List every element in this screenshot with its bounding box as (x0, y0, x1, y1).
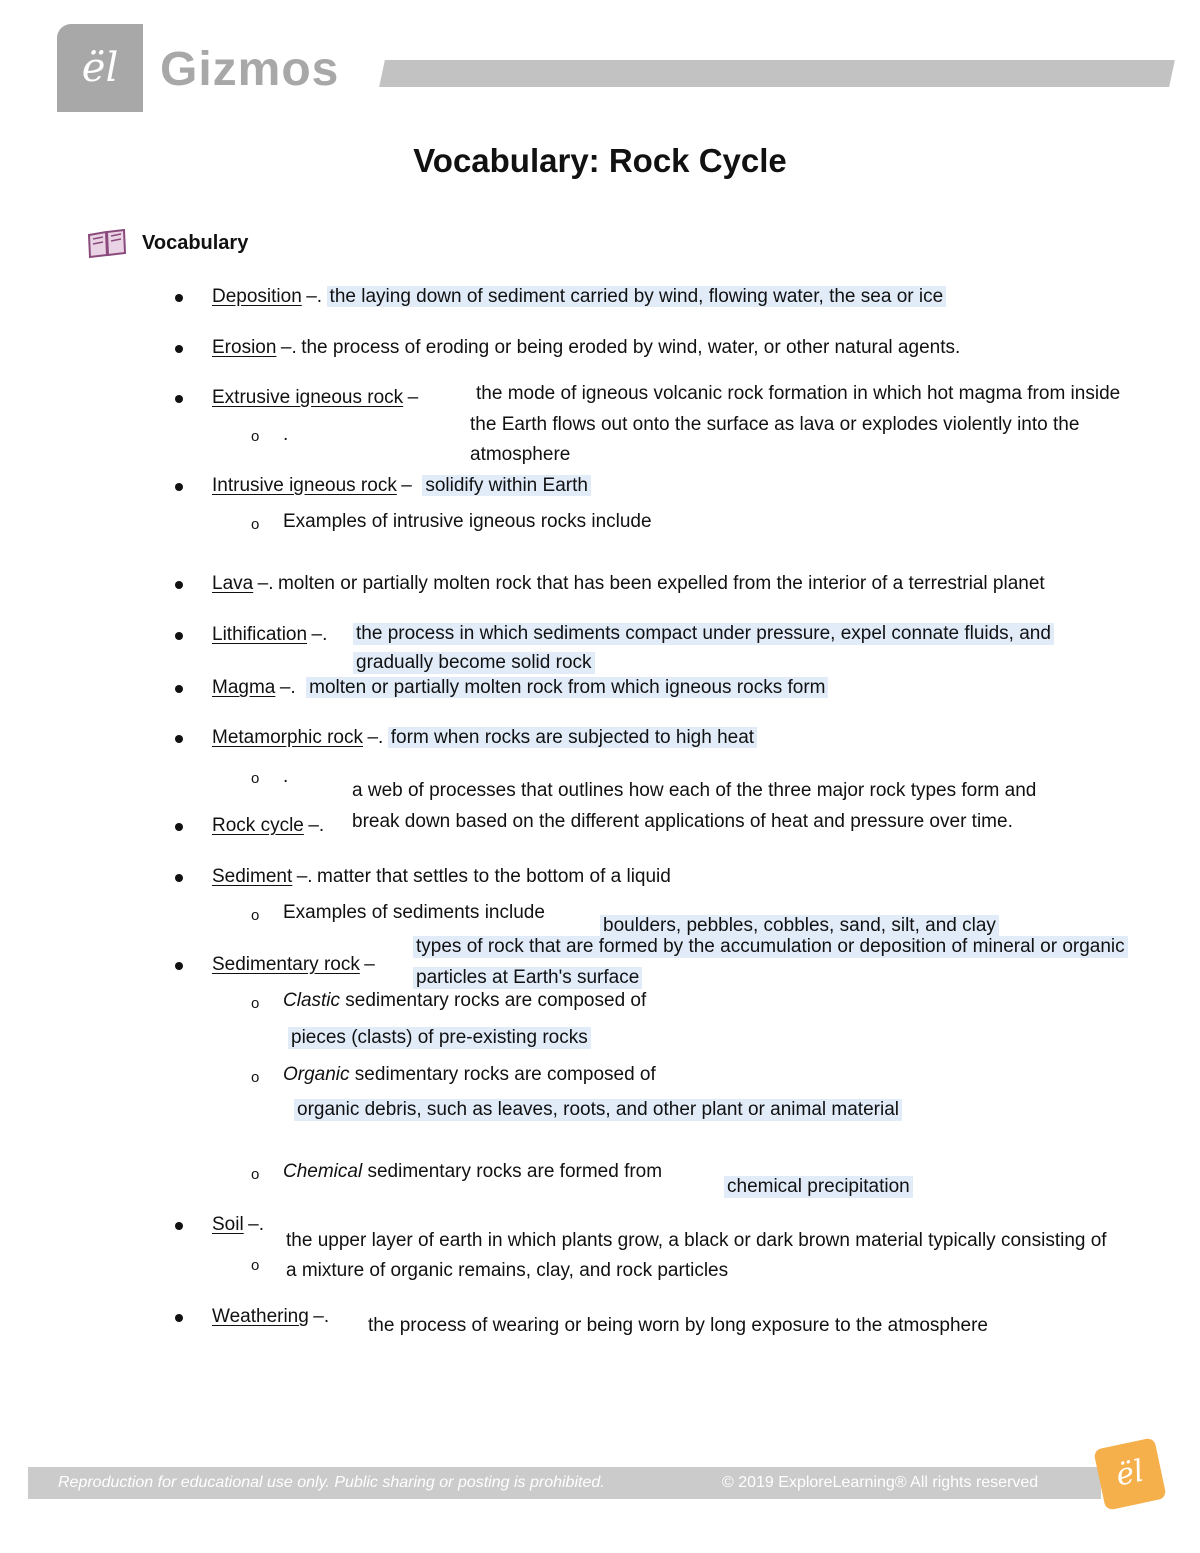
answer-organic: organic debris, such as leaves, roots, and other plant or animal material (294, 1099, 902, 1121)
answer-extrusive-line-3: atmosphere (470, 444, 571, 465)
bullet (175, 1314, 183, 1322)
page-title: Vocabulary: Rock Cycle (413, 142, 787, 179)
chemical-label: Chemical (283, 1161, 363, 1182)
term-dash: –. (296, 866, 313, 887)
sub-chemical (283, 1161, 662, 1183)
term-dash: – (401, 475, 412, 496)
term-dash: –. (279, 677, 296, 698)
sub-bullet: o (251, 1069, 260, 1086)
bullet (175, 581, 183, 589)
chemical-text: sedimentary rocks are formed from (362, 1161, 663, 1182)
term-dash: –. (313, 1306, 330, 1327)
term-row-extrusive (212, 387, 418, 409)
term-dash: –. (306, 286, 323, 307)
answer-rock-cycle-line-1: a web of processes that outlines how each of the three major rock types form and (352, 780, 1037, 801)
logo-glyph: ël (81, 45, 119, 91)
term-dash: –. (257, 573, 274, 594)
bullet (175, 294, 183, 302)
term-deposition: Deposition (212, 286, 302, 307)
term-row-metamorphic (212, 727, 757, 749)
term-row-soil (212, 1214, 264, 1236)
answer-clastic: pieces (clasts) of pre-existing rocks (288, 1027, 591, 1049)
clastic-text: sedimentary rocks are composed of (340, 990, 647, 1011)
sub-bullet: o (251, 770, 260, 787)
term-rock-cycle: Rock cycle (212, 815, 304, 836)
sub-intrusive-examples: Examples of intrusive igneous rocks include (283, 511, 652, 532)
sub-bullet: o (251, 995, 260, 1012)
answer-lithification-line-2: gradually become solid rock (353, 652, 595, 674)
section-heading: Vocabulary (142, 232, 249, 254)
answer-magma: molten or partially molten rock from which igneous rocks form (306, 677, 828, 698)
answer-sediment-examples: boulders, pebbles, cobbles, sand, silt, and clay (600, 915, 999, 937)
footer-copyright: © 2019 ExploreLearning® All rights reserved (722, 1474, 1039, 1491)
answer-intrusive: solidify within Earth (422, 475, 591, 496)
footer-logo-glyph: ël (1112, 1453, 1147, 1494)
term-row-rock-cycle (212, 815, 324, 837)
bullet (175, 395, 183, 403)
term-sedimentary: Sedimentary rock (212, 954, 360, 975)
organic-text: sedimentary rocks are composed of (349, 1064, 656, 1085)
sub-organic (283, 1064, 656, 1086)
sub-bullet: o (251, 1166, 260, 1183)
bullet (175, 962, 183, 970)
answer-weathering: the process of wearing or being worn by long exposure to the atmosphere (368, 1315, 988, 1336)
term-lava: Lava (212, 573, 254, 594)
term-row-erosion (212, 337, 960, 359)
term-metamorphic: Metamorphic rock (212, 727, 363, 748)
sub-bullet: o (251, 1257, 260, 1274)
term-row-magma (212, 677, 828, 699)
answer-sediment: matter that settles to the bottom of a liquid (317, 866, 671, 887)
sub-dot: . (283, 766, 289, 787)
clastic-label: Clastic (283, 990, 341, 1011)
book-icon (86, 229, 128, 259)
bullet (175, 345, 183, 353)
sub-bullet: o (251, 907, 260, 924)
term-extrusive: Extrusive igneous rock (212, 387, 404, 408)
answer-soil-line-2: a mixture of organic remains, clay, and rock particles (286, 1260, 729, 1281)
bullet (175, 823, 183, 831)
footer-disclaimer: Reproduction for educational use only. Public sharing or posting is prohibited. (58, 1474, 605, 1491)
explorelearning-logo (1093, 1437, 1167, 1511)
bullet (175, 685, 183, 693)
bullet (175, 632, 183, 640)
bullet (175, 735, 183, 743)
term-sediment: Sediment (212, 866, 293, 887)
term-dash: – (364, 954, 375, 975)
answer-sedimentary-line-2: particles at Earth's surface (413, 967, 642, 989)
term-row-deposition (212, 286, 946, 308)
sub-bullet: o (251, 428, 260, 445)
sub-clastic (283, 990, 646, 1012)
answer-soil-line-1: the upper layer of earth in which plants grow, a black or dark brown material typically consisting of (286, 1230, 1107, 1251)
term-dash: –. (248, 1214, 264, 1235)
answer-metamorphic: form when rocks are subjected to high heat (388, 727, 757, 748)
brand-name: Gizmos (160, 43, 340, 96)
bullet (175, 874, 183, 882)
answer-sedimentary-line-1: types of rock that are formed by the accumulation or deposition of mineral or organic (413, 936, 1128, 958)
answer-lithification-line-1: the process in which sediments compact under pressure, expel connate fluids, and (353, 623, 1054, 645)
term-row-weathering (212, 1306, 329, 1328)
header-bar (379, 60, 1175, 87)
term-dash: –. (311, 624, 328, 645)
term-row-lava (212, 573, 1045, 595)
term-row-sedimentary (212, 954, 375, 976)
answer-chemical: chemical precipitation (724, 1176, 913, 1198)
term-magma: Magma (212, 677, 276, 698)
answer-lava: molten or partially molten rock that has been expelled from the interior of a terrestrial planet (277, 573, 1045, 594)
term-row-sediment (212, 866, 671, 888)
term-row-intrusive (212, 475, 591, 497)
answer-extrusive-line-2: the Earth flows out onto the surface as lava or explodes violently into the (470, 414, 1080, 435)
term-weathering: Weathering (212, 1306, 309, 1327)
term-intrusive: Intrusive igneous rock (212, 475, 397, 496)
term-row-lithification (212, 624, 327, 646)
term-lithification: Lithification (212, 624, 308, 645)
sub-dot: . (283, 424, 289, 445)
bullet (175, 1222, 183, 1230)
sub-sediment-examples: Examples of sediments include (283, 902, 545, 923)
term-erosion: Erosion (212, 337, 277, 358)
answer-extrusive-line-1: the mode of igneous volcanic rock formation in which hot magma from inside (476, 383, 1121, 404)
answer-erosion: the process of eroding or being eroded by wind, water, or other natural agents. (301, 337, 961, 358)
bullet (175, 483, 183, 491)
term-dash: –. (280, 337, 297, 358)
sub-bullet: o (251, 516, 260, 533)
answer-rock-cycle-line-2: break down based on the different applications of heat and pressure over time. (352, 811, 1013, 832)
term-dash: –. (367, 727, 384, 748)
term-dash: –. (308, 815, 325, 836)
organic-label: Organic (283, 1064, 350, 1085)
gizmos-logo (57, 24, 143, 112)
answer-deposition: the laying down of sediment carried by wind, flowing water, the sea or ice (327, 286, 947, 307)
term-soil: Soil (212, 1214, 244, 1235)
term-dash: – (407, 387, 419, 408)
